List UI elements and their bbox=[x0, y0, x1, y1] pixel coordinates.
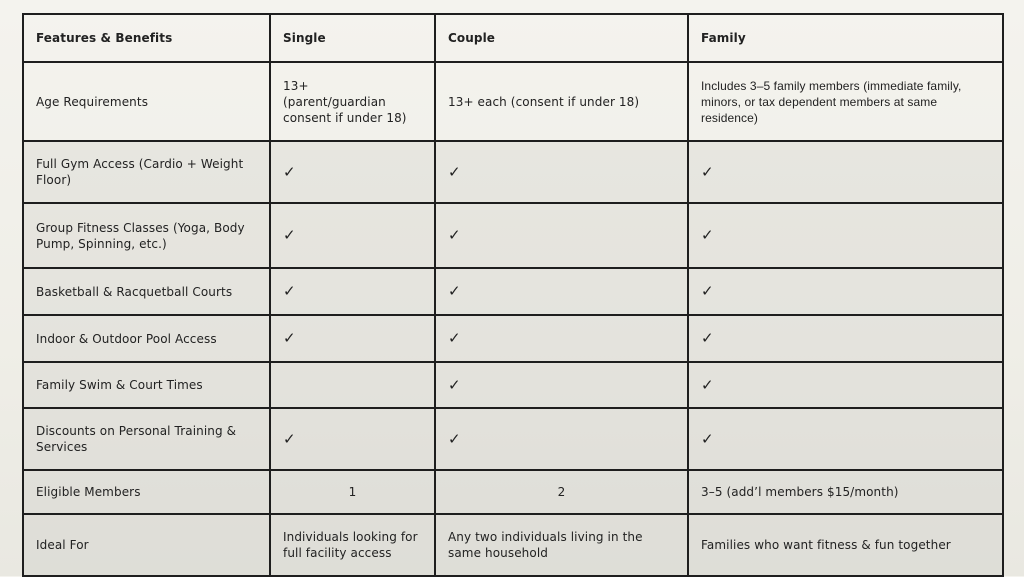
feature-cell: Discounts on Personal Training & Services bbox=[23, 408, 270, 470]
table-row bbox=[23, 470, 1003, 514]
header-row bbox=[23, 14, 1003, 62]
single-cell bbox=[270, 315, 435, 362]
table-row bbox=[23, 268, 1003, 315]
family-cell bbox=[688, 315, 1003, 362]
family-cell: Includes 3–5 family members (immediate family, minors, or tax dependent members at same residence) bbox=[688, 62, 1003, 141]
single-cell bbox=[270, 362, 435, 408]
single-cell: Individuals looking for full facility access bbox=[270, 514, 435, 576]
feature-cell: Family Swim & Court Times bbox=[23, 362, 270, 408]
check-icon: ✓ bbox=[283, 162, 296, 181]
check-icon: ✓ bbox=[283, 282, 296, 300]
table-row bbox=[23, 62, 1003, 141]
single-cell bbox=[270, 62, 435, 141]
header-couple: Couple bbox=[435, 14, 688, 62]
check-icon: ✓ bbox=[283, 329, 296, 347]
check-icon: ✓ bbox=[701, 329, 714, 347]
couple-cell: 2 bbox=[435, 470, 688, 514]
couple-cell bbox=[435, 141, 688, 203]
check-icon: ✓ bbox=[701, 226, 714, 244]
check-icon: ✓ bbox=[448, 282, 461, 300]
couple-cell bbox=[435, 315, 688, 362]
single-cell: 1 bbox=[270, 470, 435, 514]
check-icon: ✓ bbox=[701, 282, 714, 300]
table-row bbox=[23, 315, 1003, 362]
check-icon: ✓ bbox=[283, 226, 296, 244]
cell-text: 13+ (parent/guardian consent if under 18) bbox=[283, 78, 407, 125]
couple-cell bbox=[435, 203, 688, 268]
family-cell bbox=[688, 408, 1003, 470]
header-features: Features & Benefits bbox=[23, 14, 270, 62]
check-icon: ✓ bbox=[448, 375, 461, 394]
family-cell bbox=[688, 203, 1003, 268]
single-cell bbox=[270, 141, 435, 203]
couple-cell: Any two individuals living in the same household bbox=[435, 514, 688, 576]
feature-cell: Eligible Members bbox=[23, 470, 270, 514]
header-single: Single bbox=[270, 14, 435, 62]
family-cell: Families who want fitness & fun together bbox=[688, 514, 1003, 576]
couple-cell: 13+ each (consent if under 18) bbox=[435, 62, 688, 141]
couple-cell bbox=[435, 268, 688, 315]
feature-cell: Ideal For bbox=[23, 514, 270, 576]
check-icon: ✓ bbox=[701, 162, 714, 181]
family-cell: 3–5 (add’l members $15/month) bbox=[688, 470, 1003, 514]
table-row bbox=[23, 203, 1003, 268]
feature-cell: Group Fitness Classes (Yoga, Body Pump, Spinning, etc.) bbox=[23, 203, 270, 268]
table-row bbox=[23, 141, 1003, 203]
family-cell bbox=[688, 362, 1003, 408]
check-icon: ✓ bbox=[448, 329, 461, 347]
check-icon: ✓ bbox=[448, 226, 461, 244]
membership-comparison-table bbox=[22, 13, 1004, 577]
check-icon: ✓ bbox=[283, 429, 296, 448]
table-row bbox=[23, 408, 1003, 470]
family-cell bbox=[688, 268, 1003, 315]
feature-cell: Age Requirements bbox=[23, 62, 270, 141]
couple-cell bbox=[435, 362, 688, 408]
check-icon: ✓ bbox=[701, 375, 714, 394]
header-family: Family bbox=[688, 14, 1003, 62]
feature-cell: Basketball & Racquetball Courts bbox=[23, 268, 270, 315]
check-icon: ✓ bbox=[701, 429, 714, 448]
table-row bbox=[23, 514, 1003, 576]
single-cell bbox=[270, 203, 435, 268]
family-cell bbox=[688, 141, 1003, 203]
single-cell bbox=[270, 268, 435, 315]
table-row bbox=[23, 362, 1003, 408]
feature-cell: Full Gym Access (Cardio + Weight Floor) bbox=[23, 141, 270, 203]
check-icon: ✓ bbox=[448, 162, 461, 181]
couple-cell bbox=[435, 408, 688, 470]
feature-cell: Indoor & Outdoor Pool Access bbox=[23, 315, 270, 362]
check-icon: ✓ bbox=[448, 429, 461, 448]
single-cell bbox=[270, 408, 435, 470]
